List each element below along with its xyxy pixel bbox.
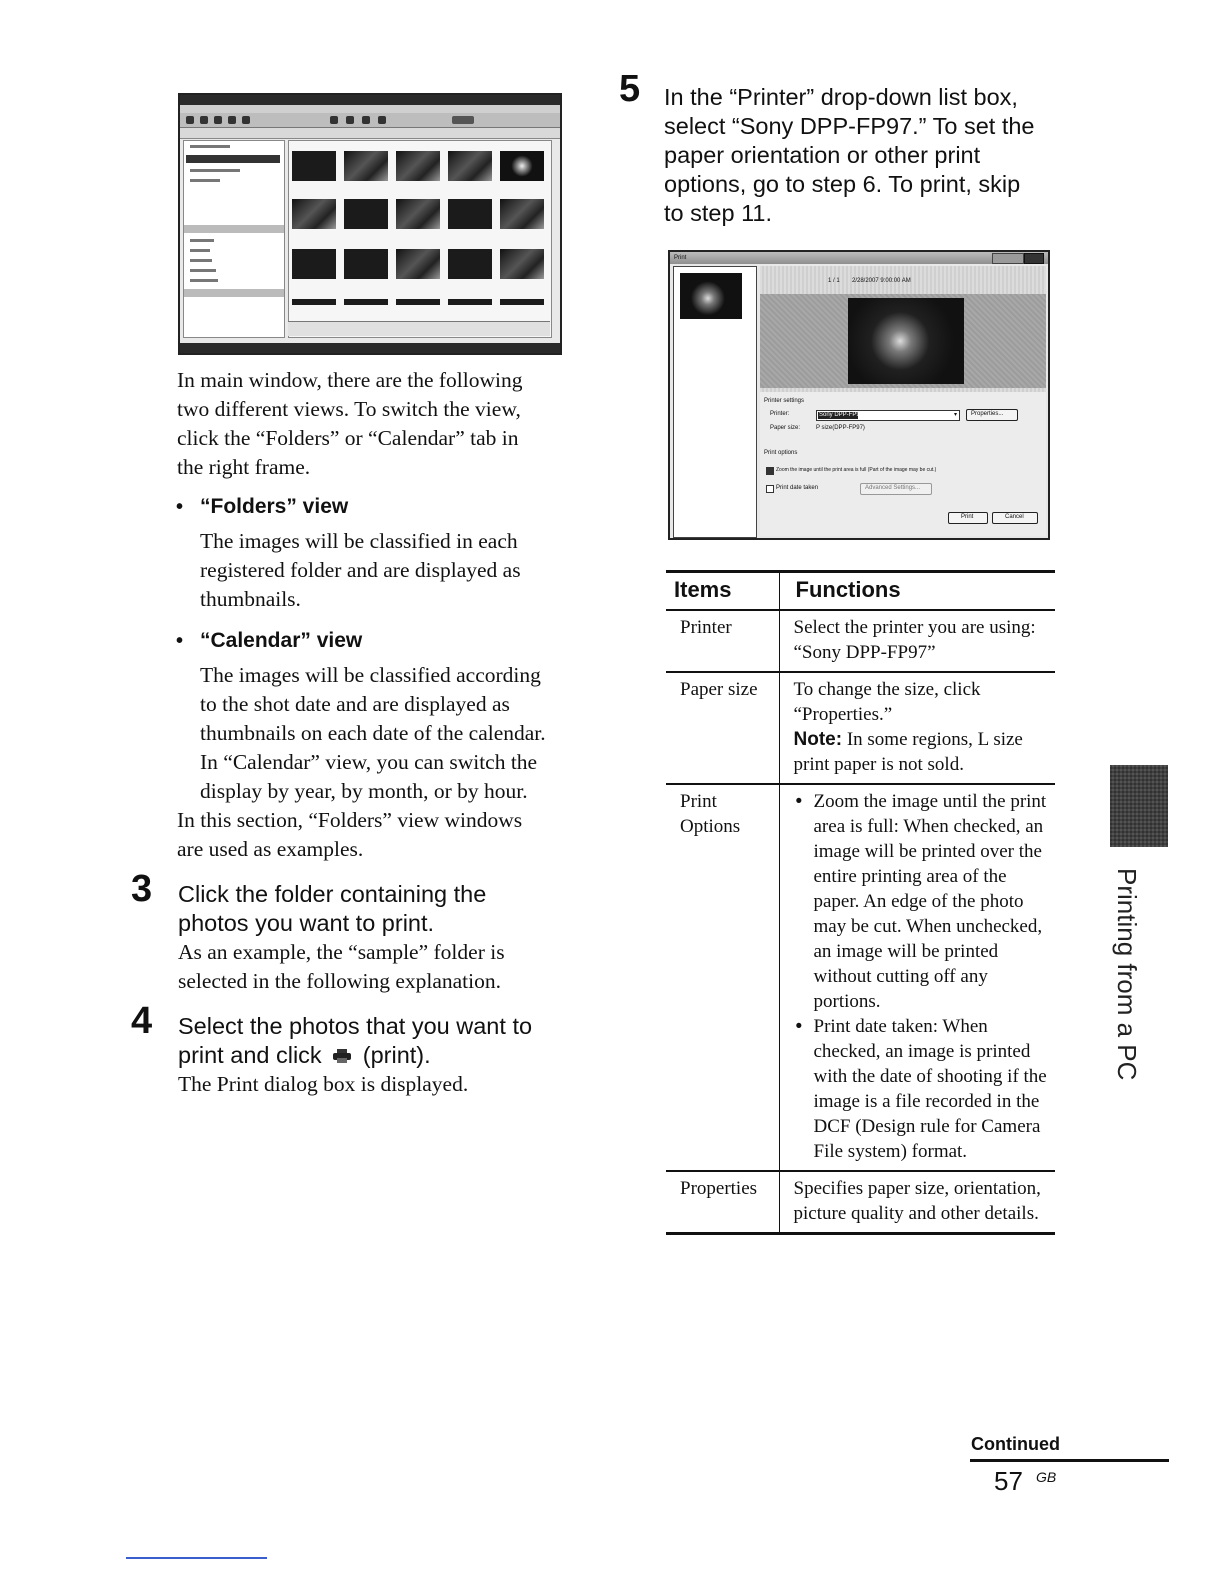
preview-image bbox=[848, 298, 964, 384]
print-dialog-screenshot bbox=[668, 250, 1050, 540]
printer-label: Printer: bbox=[770, 411, 790, 417]
window-titlebar bbox=[180, 95, 560, 105]
thumbnail bbox=[344, 249, 388, 279]
thumbnail bbox=[448, 249, 492, 279]
heading-line: photos you want to print. bbox=[178, 910, 435, 936]
step-4-body: The Print dialog box is displayed. bbox=[178, 1072, 469, 1096]
item-cell: Printer bbox=[666, 610, 779, 672]
intro-paragraph bbox=[177, 366, 523, 482]
advanced-settings-button[interactable] bbox=[860, 483, 932, 495]
thumbnail bbox=[448, 299, 492, 305]
minimize-button[interactable] bbox=[992, 253, 1024, 264]
thumbnail bbox=[500, 299, 544, 305]
item-cell: Paper size bbox=[666, 672, 779, 784]
step-4-heading bbox=[178, 1012, 532, 1070]
items-header: Items bbox=[666, 572, 779, 611]
calendar-header bbox=[184, 225, 284, 233]
status-bar bbox=[180, 343, 560, 353]
tree-line bbox=[190, 239, 214, 242]
thumbnail bbox=[500, 249, 544, 279]
print-date-label: Print date taken bbox=[776, 485, 819, 491]
heading-text: (print). bbox=[362, 1042, 431, 1068]
table-row bbox=[666, 784, 1055, 1171]
thumbnail bbox=[292, 199, 336, 229]
thumbnail bbox=[396, 151, 440, 181]
intro-line: the right frame. bbox=[177, 455, 311, 479]
tree-line bbox=[190, 269, 216, 272]
print-button[interactable] bbox=[948, 512, 988, 524]
selected-folder bbox=[186, 155, 280, 163]
note-line bbox=[794, 727, 1050, 752]
step-line: to step 11. bbox=[664, 200, 772, 226]
thumbnail bbox=[448, 151, 492, 181]
intro-line: two different views. To switch the view, bbox=[177, 397, 521, 421]
thumbnail bbox=[396, 249, 440, 279]
tree-line bbox=[190, 279, 218, 282]
options-list bbox=[794, 789, 1050, 1164]
toolbar bbox=[180, 113, 560, 128]
step-line: paper orientation or other print bbox=[664, 142, 981, 168]
zoom-option-label: Zoom the image until the print area is full (Part of the image may be cut.) bbox=[776, 467, 937, 473]
function-line: “Properties.” bbox=[793, 704, 893, 725]
print-preview bbox=[760, 294, 1046, 388]
step-3-heading bbox=[178, 880, 486, 938]
step-line: select “Sony DPP-FP97.” To set the bbox=[664, 113, 1035, 139]
toolbar-icon bbox=[362, 116, 370, 124]
step-number: 5 bbox=[619, 68, 641, 110]
description-line: registered folder and are displayed as bbox=[200, 558, 521, 582]
function-line: “Sony DPP-FP97” bbox=[793, 642, 936, 663]
toolbar-icon bbox=[214, 116, 222, 124]
intro-line: click the “Folders” or “Calendar” tab in bbox=[177, 426, 519, 450]
section-tab-marker bbox=[1110, 765, 1168, 847]
function-line: To change the size, click bbox=[793, 679, 981, 700]
heading-line bbox=[178, 1041, 532, 1070]
note-line: are used as examples. bbox=[177, 837, 364, 861]
page-navigation bbox=[770, 274, 1010, 288]
items-functions-table bbox=[666, 570, 1055, 1235]
description-line: The images will be classified in each bbox=[200, 529, 518, 553]
thumbnail bbox=[292, 151, 336, 181]
thumbnail bbox=[448, 199, 492, 229]
dialog-main-area bbox=[760, 266, 1046, 536]
note-text: In some regions, L size bbox=[842, 729, 1023, 750]
item-line: Print bbox=[680, 791, 717, 812]
description-line: thumbnails. bbox=[200, 587, 301, 611]
zoom-checkbox[interactable] bbox=[766, 467, 774, 475]
item-line: Options bbox=[680, 816, 741, 837]
thumbnail bbox=[396, 299, 440, 305]
thumbnail bbox=[344, 199, 388, 229]
step-3-body bbox=[178, 938, 505, 996]
step-5-text bbox=[664, 83, 1035, 228]
description-line: The images will be classified according bbox=[200, 663, 541, 687]
function-cell bbox=[779, 672, 1055, 784]
thumbnail bbox=[292, 299, 336, 305]
table-row bbox=[666, 672, 1055, 784]
toolbar-icon bbox=[452, 116, 474, 124]
section-note bbox=[177, 806, 522, 864]
section-side-label bbox=[1108, 868, 1142, 1081]
page-suffix: GB bbox=[1036, 1469, 1057, 1485]
address-bar bbox=[180, 128, 560, 139]
calendar-view-title: “Calendar” view bbox=[200, 629, 363, 652]
description-line: to the shot date and are displayed as bbox=[200, 692, 510, 716]
dialog-title: Print bbox=[674, 255, 687, 261]
table-row bbox=[666, 610, 1055, 672]
note-line: In this section, “Folders” view windows bbox=[177, 808, 523, 832]
print-date-checkbox[interactable] bbox=[766, 485, 774, 493]
tree-line bbox=[190, 145, 230, 148]
description-line: In “Calendar” view, you can switch the bbox=[200, 750, 538, 774]
body-line: selected in the following explanation. bbox=[178, 969, 502, 993]
description-line: display by year, by month, or by hour. bbox=[200, 779, 528, 803]
note-label: Note: bbox=[793, 729, 843, 750]
toolbar-icon bbox=[200, 116, 208, 124]
heading-line: Select the photos that you want to bbox=[178, 1013, 533, 1039]
cancel-button[interactable] bbox=[992, 512, 1038, 524]
calendar-footer bbox=[184, 289, 284, 297]
thumbnail bbox=[292, 249, 336, 279]
thumbnail-pane bbox=[288, 140, 552, 338]
body-line: As an example, the “sample” folder is bbox=[178, 940, 505, 964]
folder-tree-pane bbox=[183, 140, 285, 338]
page-counter: 1 / 1 bbox=[828, 278, 840, 284]
toolbar-icon bbox=[378, 116, 386, 124]
main-window-screenshot bbox=[178, 93, 562, 355]
selected-thumbnail[interactable] bbox=[680, 273, 742, 319]
paper-size-value: P size(DPP-FP97) bbox=[816, 425, 865, 431]
chevron-down-icon: ▾ bbox=[953, 412, 957, 418]
folders-view-title: “Folders” view bbox=[200, 495, 349, 518]
tree-line bbox=[190, 169, 240, 172]
toolbar-icon bbox=[186, 116, 194, 124]
printer-settings-label: Printer settings bbox=[764, 398, 805, 404]
tree-line bbox=[190, 259, 212, 262]
function-cell: Specifies paper size, orientation, picture quality and other details. bbox=[779, 1171, 1055, 1234]
calendar-view-description bbox=[200, 661, 546, 806]
thumbnail bbox=[344, 299, 388, 305]
menu-bar bbox=[180, 105, 560, 113]
thumbnail bbox=[344, 151, 388, 181]
function-cell bbox=[779, 610, 1055, 672]
bottom-rule bbox=[126, 1557, 267, 1559]
list-item: • Zoom the image until the print area is full: When checked, an image will be printed over the entire printing area of the paper. An edge of the photo may be cut. When unchecked, an image will be printed without cutting off any portions. bbox=[806, 789, 1050, 1014]
heading-text: print and click bbox=[178, 1042, 322, 1068]
functions-header: Functions bbox=[779, 572, 1055, 611]
toolbar-icon bbox=[346, 116, 354, 124]
function-cell bbox=[779, 784, 1055, 1171]
settings-panel bbox=[760, 392, 1046, 536]
toolbar-icon bbox=[330, 116, 338, 124]
table-row bbox=[666, 1171, 1055, 1234]
function-line: Select the printer you are using: bbox=[793, 617, 1036, 638]
thumbnail bbox=[396, 199, 440, 229]
thumbnail-toolbar bbox=[288, 321, 550, 336]
folders-view-description bbox=[200, 527, 521, 614]
tree-line bbox=[190, 179, 220, 182]
step-line: In the “Printer” drop-down list box, bbox=[664, 84, 1018, 110]
timestamp: 2/28/2007 9:00:00 AM bbox=[852, 278, 911, 284]
side-label-text: Printing from a PC bbox=[1112, 868, 1142, 1081]
step-line: options, go to step 6. To print, skip bbox=[664, 171, 1021, 197]
bullet-marker: • bbox=[176, 630, 184, 652]
printer-value: Sony DPP-FP97 bbox=[819, 412, 864, 418]
item-cell bbox=[666, 784, 779, 1171]
printer-dropdown[interactable] bbox=[816, 410, 960, 421]
toolbar-icon bbox=[228, 116, 236, 124]
continued-rule bbox=[970, 1459, 1169, 1462]
step-number: 4 bbox=[131, 1000, 153, 1042]
intro-line: In main window, there are the following bbox=[177, 368, 523, 392]
properties-button-label: Properties... bbox=[971, 411, 1004, 417]
print-options-label: Print options bbox=[764, 450, 798, 456]
thumbnail-list bbox=[673, 266, 757, 538]
note-text: print paper is not sold. bbox=[793, 754, 964, 775]
page-number: 57 bbox=[994, 1466, 1023, 1496]
heading-line: Click the folder containing the bbox=[178, 881, 487, 907]
thumbnail bbox=[500, 151, 544, 181]
table-header-row bbox=[666, 572, 1055, 611]
continued-label: Continued bbox=[971, 1434, 1060, 1454]
close-button[interactable] bbox=[1024, 253, 1044, 264]
list-item: • Print date taken: When checked, an image is printed with the date of shooting if the image is a file recorded in the DCF (Design rule for Camera File system) format. bbox=[806, 1014, 1050, 1164]
step-number: 3 bbox=[131, 868, 153, 910]
print-icon bbox=[332, 1048, 352, 1064]
toolbar-icon bbox=[242, 116, 250, 124]
paper-size-label: Paper size: bbox=[770, 425, 801, 431]
cancel-button-label: Cancel bbox=[1005, 514, 1024, 520]
bullet-marker: • bbox=[176, 496, 184, 518]
advanced-button-label: Advanced Settings... bbox=[865, 485, 921, 491]
properties-button[interactable] bbox=[966, 409, 1018, 421]
thumbnail bbox=[500, 199, 544, 229]
print-button-label: Print bbox=[961, 514, 974, 520]
tree-line bbox=[190, 249, 210, 252]
item-cell: Properties bbox=[666, 1171, 779, 1234]
description-line: thumbnails on each date of the calendar. bbox=[200, 721, 546, 745]
